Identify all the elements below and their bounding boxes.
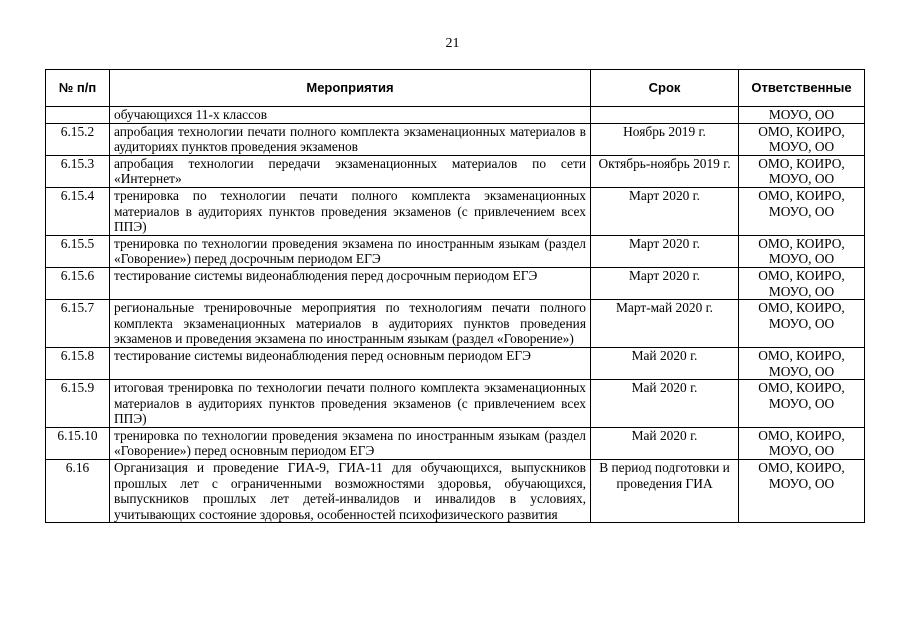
row-deadline: Май 2020 г. <box>591 347 739 379</box>
table-row <box>46 187 865 235</box>
row-deadline: Март 2020 г. <box>591 267 739 299</box>
row-num <box>46 107 110 124</box>
row-num: 6.15.8 <box>46 347 110 379</box>
row-event: тестирование системы видеонаблюдения перед основным периодом ЕГЭ <box>110 347 591 379</box>
row-deadline <box>591 107 739 124</box>
row-event: тестирование системы видеонаблюдения перед досрочным периодом ЕГЭ <box>110 267 591 299</box>
row-deadline: Октябрь-ноябрь 2019 г. <box>591 155 739 187</box>
row-responsible: ОМО, КОИРО, МОУО, ОО <box>739 427 865 459</box>
table-row <box>46 300 865 348</box>
row-num: 6.15.7 <box>46 300 110 348</box>
row-responsible: МОУО, ОО <box>739 107 865 124</box>
row-event: тренировка по технологии проведения экзамена по иностранным языкам (раздел «Говорение») перед основным периодом ЕГЭ <box>110 427 591 459</box>
row-event: апробация технологии печати полного комплекта экзаменационных материалов в аудиториях пунктов проведения экзаменов <box>110 123 591 155</box>
row-num: 6.15.10 <box>46 427 110 459</box>
table-row <box>46 347 865 379</box>
table-header-row <box>46 70 865 107</box>
row-deadline: Май 2020 г. <box>591 427 739 459</box>
page-number: 21 <box>445 36 460 51</box>
table-row <box>46 123 865 155</box>
row-event: апробация технологии передачи экзаменационных материалов по сети «Интернет» <box>110 155 591 187</box>
row-num: 6.15.9 <box>46 380 110 428</box>
row-event: региональные тренировочные мероприятия по технологиям печати полного комплекта экзаменационных материалов в аудиториях пунктов проведения экзаменов и проведения экзамена по иностранным языкам (раздел «Говорение») <box>110 300 591 348</box>
row-event: тренировка по технологии печати полного комплекта экзаменационных материалов в аудиториях пунктов проведения экзаменов (с привлечением всех ППЭ) <box>110 187 591 235</box>
row-responsible: ОМО, КОИРО, МОУО, ОО <box>739 380 865 428</box>
table-row <box>46 460 865 523</box>
table-row <box>46 380 865 428</box>
table-row <box>46 235 865 267</box>
header-deadline: Срок <box>591 70 739 107</box>
row-event: тренировка по технологии проведения экзамена по иностранным языкам (раздел «Говорение») перед досрочным периодом ЕГЭ <box>110 235 591 267</box>
row-responsible: ОМО, КОИРО, МОУО, ОО <box>739 155 865 187</box>
row-num: 6.15.6 <box>46 267 110 299</box>
table-row <box>46 155 865 187</box>
table-row <box>46 107 865 124</box>
header-event: Мероприятия <box>110 70 591 107</box>
row-deadline: В период подготовки и проведения ГИА <box>591 460 739 523</box>
row-event: Организация и проведение ГИА-9, ГИА-11 для обучающихся, выпускников прошлых лет с ограниченными возможностями здоровья, обучающихся, выпускников прошлых лет детей-инвалидов и инвалидов в условиях, учитывающих состояние здоровья, особенностей психофизического развития <box>110 460 591 523</box>
row-deadline: Март-май 2020 г. <box>591 300 739 348</box>
row-num: 6.16 <box>46 460 110 523</box>
events-table <box>45 69 865 523</box>
row-responsible: ОМО, КОИРО, МОУО, ОО <box>739 267 865 299</box>
row-num: 6.15.4 <box>46 187 110 235</box>
header-responsible: Ответственные <box>739 70 865 107</box>
row-responsible: ОМО, КОИРО, МОУО, ОО <box>739 187 865 235</box>
row-deadline: Март 2020 г. <box>591 235 739 267</box>
row-responsible: ОМО, КОИРО, МОУО, ОО <box>739 235 865 267</box>
table-row <box>46 267 865 299</box>
header-num: № п/п <box>46 70 110 107</box>
row-deadline: Май 2020 г. <box>591 380 739 428</box>
row-num: 6.15.5 <box>46 235 110 267</box>
row-event: обучающихся 11-х классов <box>110 107 591 124</box>
row-num: 6.15.3 <box>46 155 110 187</box>
row-responsible: ОМО, КОИРО, МОУО, ОО <box>739 460 865 523</box>
row-num: 6.15.2 <box>46 123 110 155</box>
table-row <box>46 427 865 459</box>
row-event: итоговая тренировка по технологии печати полного комплекта экзаменационных материалов в аудиториях пунктов проведения экзаменов (с привлечением всех ППЭ) <box>110 380 591 428</box>
row-responsible: ОМО, КОИРО, МОУО, ОО <box>739 123 865 155</box>
row-deadline: Март 2020 г. <box>591 187 739 235</box>
row-responsible: ОМО, КОИРО, МОУО, ОО <box>739 300 865 348</box>
row-responsible: ОМО, КОИРО, МОУО, ОО <box>739 347 865 379</box>
row-deadline: Ноябрь 2019 г. <box>591 123 739 155</box>
